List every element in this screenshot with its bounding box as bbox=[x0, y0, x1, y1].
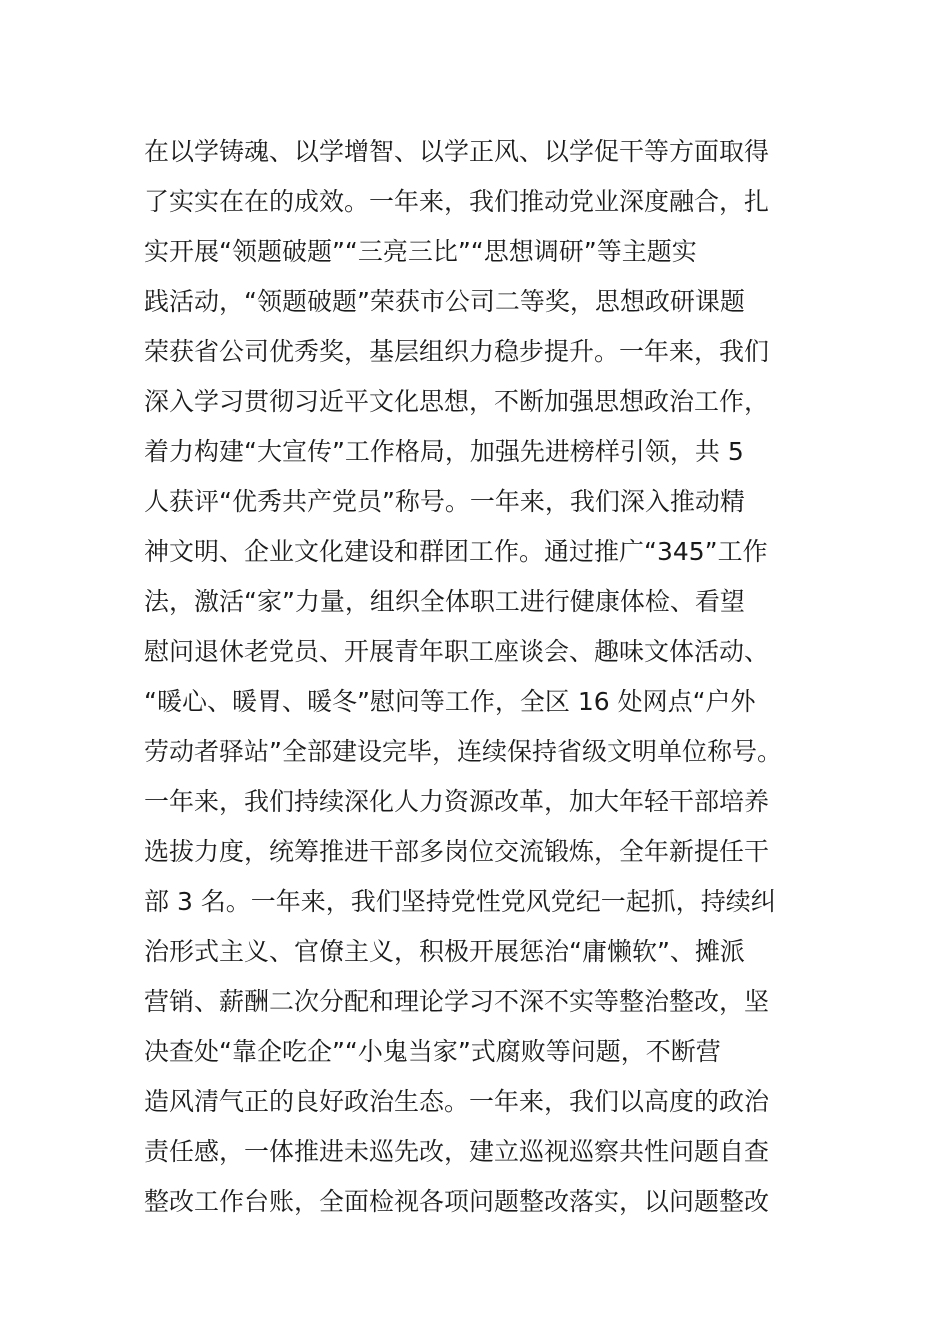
text-line: 决查处“靠企吃企”“小鬼当家”式腐败等问题，不断营 bbox=[144, 1037, 721, 1066]
text-line: 责任感，一体推进未巡先改，建立巡视巡察共性问题自查 bbox=[144, 1137, 770, 1166]
text-line: 实开展“领题破题”“三亮三比”“思想调研”等主题实 bbox=[144, 237, 697, 266]
text-line: 荣获省公司优秀奖，基层组织力稳步提升。一年来，我们 bbox=[144, 337, 770, 366]
text-line: 在以学铸魂、以学增智、以学正风、以学促干等方面取得 bbox=[144, 137, 770, 166]
text-line: 深入学习贯彻习近平文化思想，不断加强思想政治工作， bbox=[144, 387, 770, 416]
text-line: 造风清气正的良好政治生态。一年来，我们以高度的政治 bbox=[144, 1087, 770, 1116]
text-line: 部 3 名。一年来，我们坚持党性党风党纪一起抓，持续纠 bbox=[144, 887, 776, 916]
text-line: 治形式主义、官僚主义，积极开展惩治“庸懒软”、摊派 bbox=[144, 937, 745, 966]
text-line: 营销、薪酬二次分配和理论学习不深不实等整治整改，坚 bbox=[144, 987, 770, 1016]
text-line: 践活动，“领题破题”荣获市公司二等奖，思想政研课题 bbox=[144, 287, 745, 316]
text-line: 选拔力度，统筹推进干部多岗位交流锻炼，全年新提任干 bbox=[144, 837, 770, 866]
text-line: 慰问退休老党员、开展青年职工座谈会、趣味文体活动、 bbox=[144, 637, 770, 666]
text-line: 整改工作台账，全面检视各项问题整改落实，以问题整改 bbox=[144, 1187, 770, 1216]
text-line: “暖心、暖胃、暖冬”慰问等工作，全区 16 处网点“户外 bbox=[144, 687, 756, 716]
text-line: 人获评“优秀共产党员”称号。一年来，我们深入推动精 bbox=[144, 487, 745, 516]
body-paragraph bbox=[144, 127, 824, 1227]
text-line: 神文明、企业文化建设和群团工作。通过推广“345”工作 bbox=[144, 537, 768, 566]
text-line: 着力构建“大宣传”工作格局，加强先进榜样引领，共 5 bbox=[144, 437, 744, 466]
text-line: 一年来，我们持续深化人力资源改革，加大年轻干部培养 bbox=[144, 787, 770, 816]
text-line: 了实实在在的成效。一年来，我们推动党业深度融合，扎 bbox=[144, 187, 770, 216]
text-line: 劳动者驿站”全部建设完毕，连续保持省级文明单位称号。 bbox=[144, 737, 782, 766]
text-line: 法，激活“家”力量，组织全体职工进行健康体检、看望 bbox=[144, 587, 745, 616]
